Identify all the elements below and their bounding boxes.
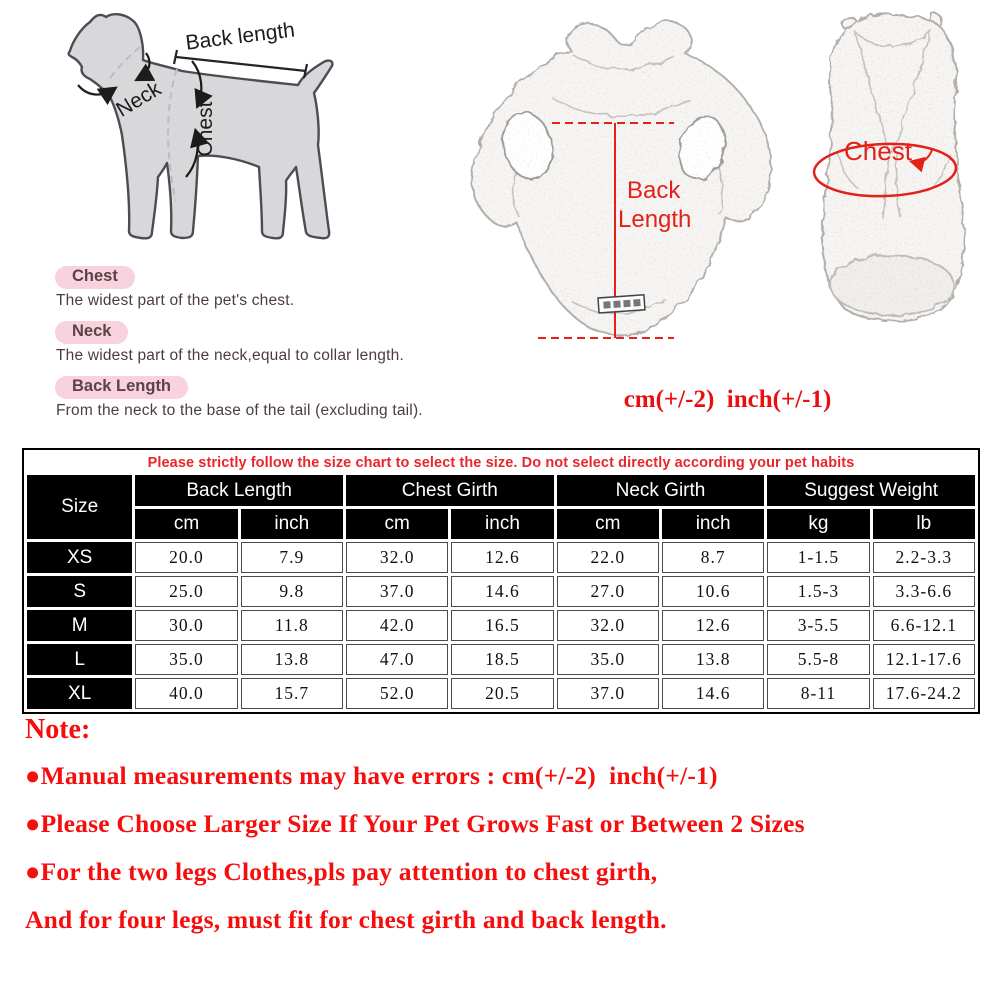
- fur-texture: [792, 2, 994, 334]
- neck-label: Neck: [112, 77, 166, 122]
- cell: 11.8: [241, 610, 343, 641]
- cell: 14.6: [662, 678, 764, 709]
- notes-title: Note:: [25, 714, 91, 745]
- size-chart-warning: Please strictly follow the size chart to select the size. Do not select directly according your pet habits: [147, 454, 855, 471]
- back-length-annotation-line1: Back: [627, 177, 681, 204]
- note-line: ●Manual measurements may have errors : cm(+/-2) inch(+/-1): [25, 761, 718, 790]
- cell: 8-11: [767, 678, 869, 709]
- back-length-annotation-line2: Length: [618, 206, 692, 233]
- definition-text: From the neck to the base of the tail (excluding tail).: [56, 402, 423, 419]
- dog-measurement-diagram: [30, 5, 360, 265]
- measurement-definitions: [55, 266, 495, 431]
- definition-text: The widest part of the neck,equal to collar length.: [56, 347, 404, 364]
- cell: 2.2-3.3: [873, 542, 975, 573]
- cell: 3.3-6.6: [873, 576, 975, 607]
- cell: 12.6: [451, 542, 553, 573]
- unit-header: lb: [873, 509, 975, 539]
- cell: 35.0: [557, 644, 659, 675]
- cell: 9.8: [241, 576, 343, 607]
- cell: 10.6: [662, 576, 764, 607]
- size-row-l: [27, 644, 975, 675]
- definition-chest: [55, 266, 495, 310]
- cell: 17.6-24.2: [873, 678, 975, 709]
- cell: 12.1-17.6: [873, 644, 975, 675]
- notes-section: [25, 714, 990, 953]
- size-row-xs: [27, 542, 975, 573]
- size-label: M: [27, 610, 132, 641]
- cell: 8.7: [662, 542, 764, 573]
- definition-text: The widest part of the pet's chest.: [56, 292, 295, 309]
- size-label: XS: [27, 542, 132, 573]
- size-label: S: [27, 576, 132, 607]
- column-group-chest-girth: Chest Girth: [346, 475, 554, 506]
- cell: 30.0: [135, 610, 237, 641]
- cell: 32.0: [346, 542, 448, 573]
- garment-top-view: [452, 2, 784, 354]
- definition-neck: [55, 321, 495, 365]
- unit-header: kg: [767, 509, 869, 539]
- cell: 13.8: [241, 644, 343, 675]
- size-row-s: [27, 576, 975, 607]
- unit-header: inch: [451, 509, 553, 539]
- definition-back-length: [55, 376, 495, 420]
- cell: 16.5: [451, 610, 553, 641]
- cell: 13.8: [662, 644, 764, 675]
- cell: 7.9: [241, 542, 343, 573]
- cell: 20.5: [451, 678, 553, 709]
- cell: 3-5.5: [767, 610, 869, 641]
- cell: 22.0: [557, 542, 659, 573]
- size-row-m: [27, 610, 975, 641]
- note-line: ●For the two legs Clothes,pls pay attention to chest girth,: [25, 857, 658, 886]
- cell: 42.0: [346, 610, 448, 641]
- unit-header: inch: [662, 509, 764, 539]
- definition-term-pill: Back Length: [55, 376, 188, 399]
- cell: 1.5-3: [767, 576, 869, 607]
- column-group-back-length: Back Length: [135, 475, 343, 506]
- cell: 25.0: [135, 576, 237, 607]
- definition-term-pill: Chest: [55, 266, 135, 289]
- tolerance-note: cm(+/-2) inch(+/-1): [623, 386, 832, 413]
- cell: 1-1.5: [767, 542, 869, 573]
- column-header-size: Size: [27, 475, 132, 539]
- cell: 47.0: [346, 644, 448, 675]
- chest-annotation: Chest: [844, 136, 912, 166]
- size-chart: [22, 448, 980, 714]
- definition-term-pill: Neck: [55, 321, 128, 344]
- cell: 14.6: [451, 576, 553, 607]
- cell: 37.0: [346, 576, 448, 607]
- unit-header: cm: [557, 509, 659, 539]
- unit-header: cm: [135, 509, 237, 539]
- unit-header: cm: [346, 509, 448, 539]
- column-group-neck-girth: Neck Girth: [557, 475, 765, 506]
- cell: 6.6-12.1: [873, 610, 975, 641]
- unit-header: inch: [241, 509, 343, 539]
- cell: 20.0: [135, 542, 237, 573]
- column-group-suggest-weight: Suggest Weight: [767, 475, 975, 506]
- cell: 12.6: [662, 610, 764, 641]
- cell: 35.0: [135, 644, 237, 675]
- cell: 32.0: [557, 610, 659, 641]
- note-line: ●Please Choose Larger Size If Your Pet Grows Fast or Between 2 Sizes: [25, 809, 805, 838]
- note-line: And for four legs, must fit for chest girth and back length.: [25, 905, 667, 934]
- cell: 37.0: [557, 678, 659, 709]
- cell: 18.5: [451, 644, 553, 675]
- garment-front-view: [792, 2, 994, 334]
- size-label: L: [27, 644, 132, 675]
- chest-label: Chest: [194, 101, 217, 157]
- size-chart-table: [22, 448, 980, 714]
- size-label: XL: [27, 678, 132, 709]
- cell: 5.5-8: [767, 644, 869, 675]
- cell: 40.0: [135, 678, 237, 709]
- cell: 15.7: [241, 678, 343, 709]
- cell: 52.0: [346, 678, 448, 709]
- cell: 27.0: [557, 576, 659, 607]
- size-row-xl: [27, 678, 975, 709]
- back-length-label: Back length: [184, 18, 297, 55]
- brand-tag: [598, 295, 645, 313]
